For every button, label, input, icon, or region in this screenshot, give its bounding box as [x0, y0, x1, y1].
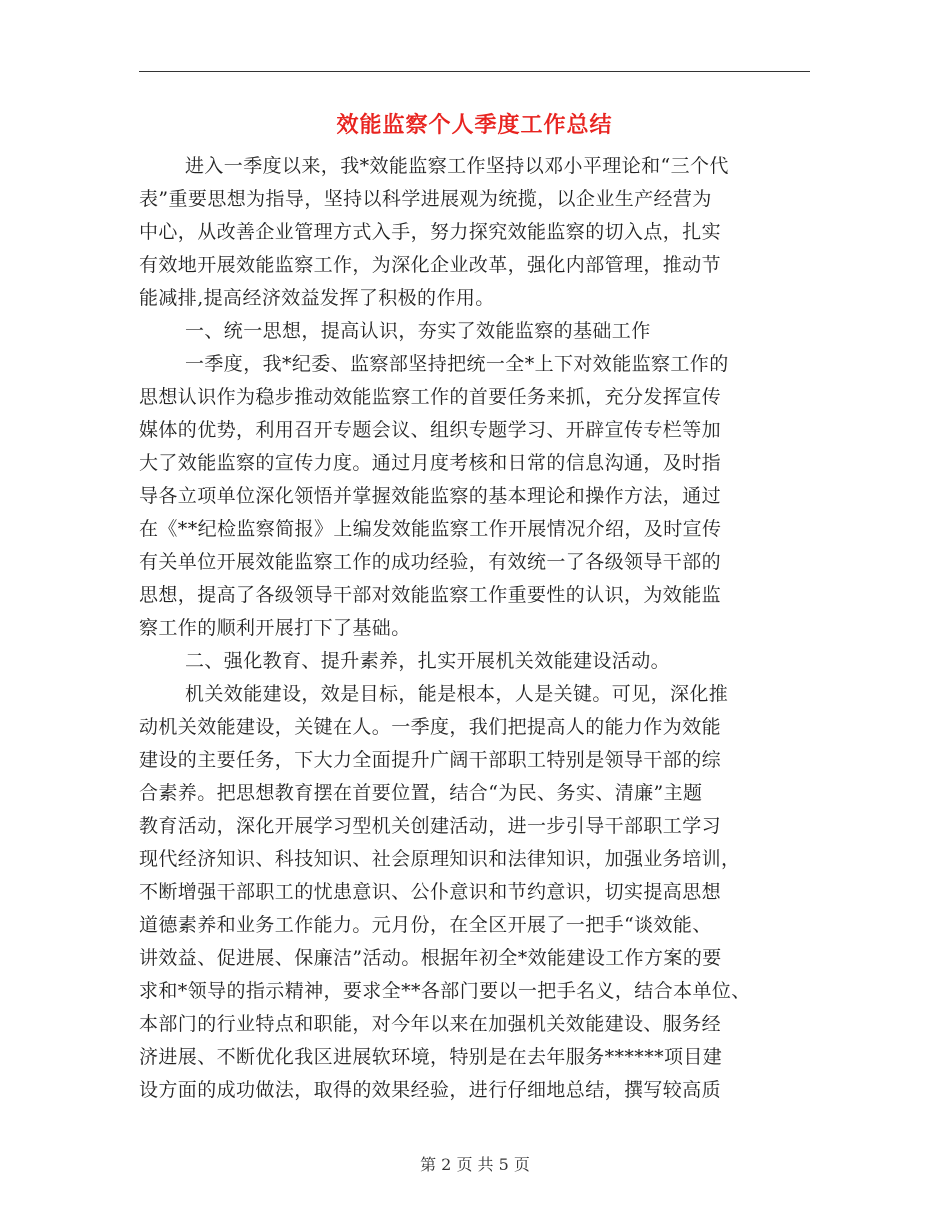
paragraph-line: 动机关效能建设，关键在人。一季度，我们把提高人的能力作为效能	[139, 716, 722, 738]
document-body	[139, 150, 810, 1107]
paragraph-line: 道德素养和业务工作能力。元月份，在全区开展了一把手“谈效能、	[139, 914, 712, 936]
page-number: 第 2 页 共 5 页	[420, 1155, 530, 1174]
header-rule	[139, 71, 810, 72]
paragraph-line: 中心，从改善企业管理方式入手，努力探究效能监察的切入点，扎实	[139, 221, 722, 243]
paragraph-line: 合素养。把思想教育摆在首要位置，结合“为民、务实、清廉”主题	[139, 782, 703, 804]
paragraph-line: 机关效能建设，效是目标，能是根本，人是关键。可见，深化推	[185, 683, 729, 705]
paragraph-line: 设方面的成功做法，取得的效果经验，进行仔细地总结，撰写较高质	[139, 1079, 722, 1101]
paragraph-line: 本部门的行业特点和职能，对今年以来在加强机关效能建设、服务经	[139, 1013, 722, 1035]
paragraph-line: 不断增强干部职工的忧患意识、公仆意识和节约意识，切实提高思想	[139, 881, 722, 903]
section-heading: 二、强化教育、提升素养，扎实开展机关效能建设活动。	[185, 650, 671, 672]
paragraph-line: 能减排,提高经济效益发挥了积极的作用。	[139, 287, 495, 309]
paragraph-line: 求和*领导的指示精神，要求全**各部门要以一把手名义，结合本单位、	[139, 980, 751, 1002]
paragraph-line: 思想，提高了各级领导干部对效能监察工作重要性的认识，为效能监	[139, 584, 722, 606]
paragraph-line: 现代经济知识、科技知识、社会原理知识和法律知识，加强业务培训，	[139, 848, 741, 870]
paragraph-line: 建设的主要任务，下大力全面提升广阔干部职工特别是领导干部的综	[139, 749, 722, 771]
paragraph-line: 进入一季度以来，我*效能监察工作坚持以邓小平理论和“三个代	[185, 155, 729, 177]
paragraph-line: 有效地开展效能监察工作，为深化企业改革，强化内部管理，推动节	[139, 254, 722, 276]
paragraph-line: 讲效益、促进展、保廉洁”活动。根据年初全*效能建设工作方案的要	[139, 947, 722, 969]
paragraph-line: 察工作的顺利开展打下了基础。	[139, 617, 411, 639]
paragraph-line: 思想认识作为稳步推动效能监察工作的首要任务来抓，充分发挥宣传	[139, 386, 722, 408]
paragraph-line: 导各立项单位深化领悟并掌握效能监察的基本理论和操作方法，通过	[139, 485, 722, 507]
paragraph-line: 教育活动，深化开展学习型机关创建活动，进一步引导干部职工学习	[139, 815, 722, 837]
paragraph-line: 大了效能监察的宣传力度。通过月度考核和日常的信息沟通，及时指	[139, 452, 722, 474]
paragraph-line: 在《**纪检监察简报》上编发效能监察工作开展情况介绍，及时宣传	[139, 518, 722, 540]
section-heading: 一、统一思想，提高认识，夯实了效能监察的基础工作	[185, 320, 651, 342]
paragraph-line: 媒体的优势，利用召开专题会议、组织专题学习、开辟宣传专栏等加	[139, 419, 722, 441]
paragraph-line: 济进展、不断优化我区进展软环境，特别是在去年服务******项目建	[139, 1046, 723, 1068]
paragraph-line: 有关单位开展效能监察工作的成功经验，有效统一了各级领导干部的	[139, 551, 722, 573]
paragraph-line: 表”重要思想为指导，坚持以科学进展观为统揽，以企业生产经营为	[139, 188, 712, 210]
paragraph-line: 一季度，我*纪委、监察部坚持把统一全*上下对效能监察工作的	[185, 353, 729, 375]
document-title: 效能监察个人季度工作总结	[336, 112, 613, 138]
